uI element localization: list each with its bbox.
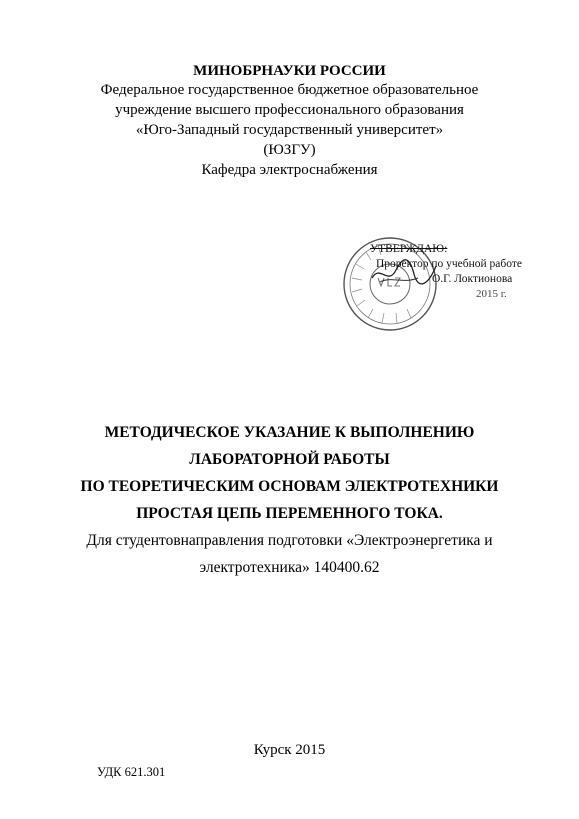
audience-line-2: электротехника» 140400.62 — [199, 559, 380, 576]
university-name: «Юго-Западный государственный университет» — [135, 122, 444, 138]
approval-year: 2015 г. — [476, 288, 507, 300]
audience-line-1: Для студентовнаправления подготовки «Электроэнергетика и — [86, 532, 493, 549]
approver-position: Проректор по учебной работе — [376, 258, 522, 270]
udk-code: УДК 621.301 — [97, 765, 166, 779]
city-year: Курск 2015 — [253, 742, 326, 758]
document-title-line-3: ПО ТЕОРЕТИЧЕСКИМ ОСНОВАМ ЭЛЕКТРОТЕХНИКИ — [80, 478, 499, 495]
approval-block — [340, 230, 540, 340]
approver-name: О.Г. Локтионова — [432, 273, 513, 285]
department-name: Кафедра электроснабжения — [201, 162, 378, 178]
document-title-line-4: ПРОСТАЯ ЦЕПЬ ПЕРЕМЕННОГО ТОКА. — [136, 505, 443, 522]
document-title-line-2: ЛАБОРАТОРНОЙ РАБОТЫ — [189, 451, 390, 468]
approval-title: УТВЕРЖДАЮ: — [370, 243, 448, 255]
institution-line-2: учреждение высшего профессионального образования — [115, 102, 464, 118]
document-title-line-1: МЕТОДИЧЕСКОЕ УКАЗАНИЕ К ВЫПОЛНЕНИЮ — [104, 424, 475, 441]
ministry-heading: МИНОБРНАУКИ РОССИИ — [193, 63, 386, 79]
university-abbreviation: (ЮЗГУ) — [263, 142, 316, 158]
institution-line-1: Федеральное государственное бюджетное образовательное — [100, 82, 479, 98]
